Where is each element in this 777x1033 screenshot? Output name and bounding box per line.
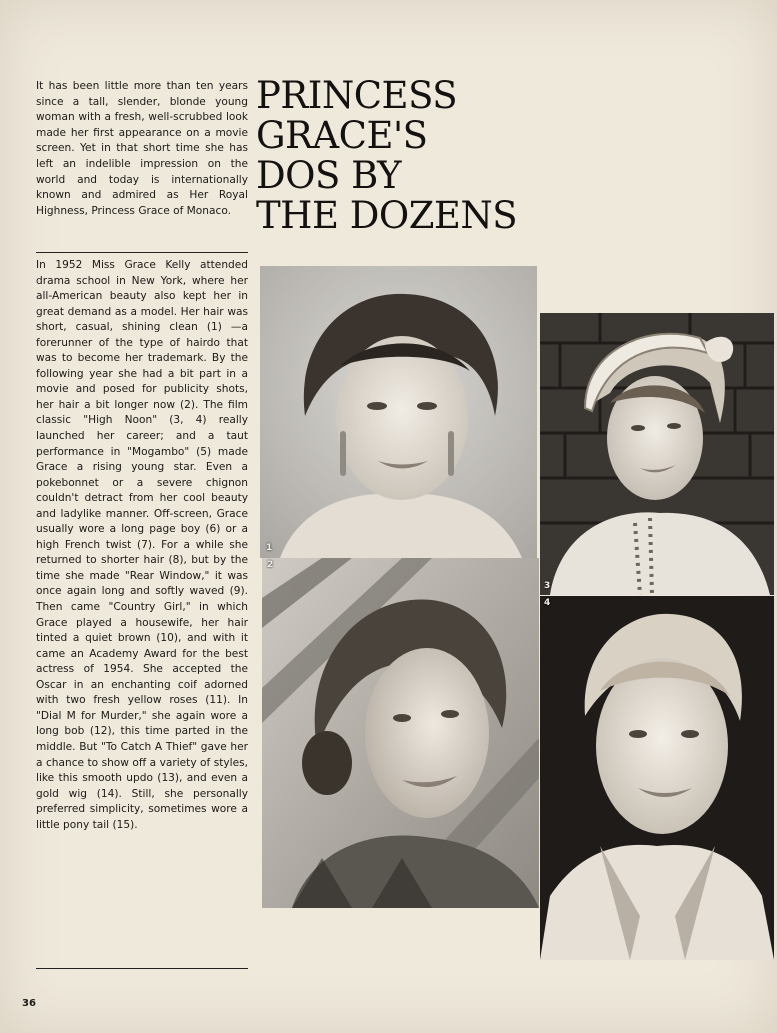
bottom-rule	[36, 968, 248, 969]
photo-3-portrait	[540, 313, 774, 595]
portrait-photo-1	[260, 266, 537, 558]
divider-rule	[36, 252, 248, 253]
page-number: 36	[22, 998, 36, 1009]
portrait-photo-4	[540, 596, 774, 960]
body-paragraph: In 1952 Miss Grace Kelly attended drama school in New York, where her all-American beauty also kept her in great demand as a model. Her hair was short, casual, shining clean (1) —a forerunner of the type of hairdo that was to become her trademark. By the following year she had a bit part in a movie and posed for publicity shots, her hair a bit longer now (2). The film classic "High Noon" (3, 4) really launched her career; and a taut performance in "Mogambo" (5) made Grace a rising young star. Even a pokebonnet or a severe chignon couldn't detract from her cool beauty and ladylike manner. Off-screen, Grace usually wore a long page boy (6) or a high French twist (7). For a while she returned to shorter hair (8), but by the time she made "Rear Window," it was once again long and softly waved (9). Then came "Country Girl," in which Grace played a housewife, her hair tinted a quiet brown (10), and with it came an Academy Award for the best actress of 1954. She accepted the Oscar in an enchanting coif adorned with two fresh yellow roses (11). In "Dial M for Murder," she again wore a long bob (12), this time parted in the middle. But "To Catch A Thief" gave her a chance to show off a variety of styles, like this smooth updo (13), and even a gold wig (14). Still, she personally preferred simplicity, sometimes wore a little pony tail (15).	[36, 259, 248, 831]
photo-1-portrait	[260, 266, 537, 558]
photo-2-number: 2	[267, 560, 274, 570]
photo-2-portrait	[262, 558, 539, 908]
photo-1-number: 1	[266, 543, 273, 553]
photo-3-number: 3	[544, 581, 551, 591]
article-headline: PRINCESS GRACE'S DOS BY THE DOZENS	[256, 74, 518, 237]
portrait-photo-3	[540, 313, 774, 595]
portrait-photo-2	[262, 558, 539, 908]
intro-paragraph: It has been little more than ten years since a tall, slender, blonde young woman with a fresh, well-scrubbed look made her first appearance on a movie screen. Yet in that short time she has left an indelible impression on the world and today is internationally known and admired as Her Royal Highness, Princess Grace of Monaco.	[36, 80, 248, 217]
photo-4-number: 4	[544, 598, 551, 608]
photo-4-portrait	[540, 596, 774, 960]
